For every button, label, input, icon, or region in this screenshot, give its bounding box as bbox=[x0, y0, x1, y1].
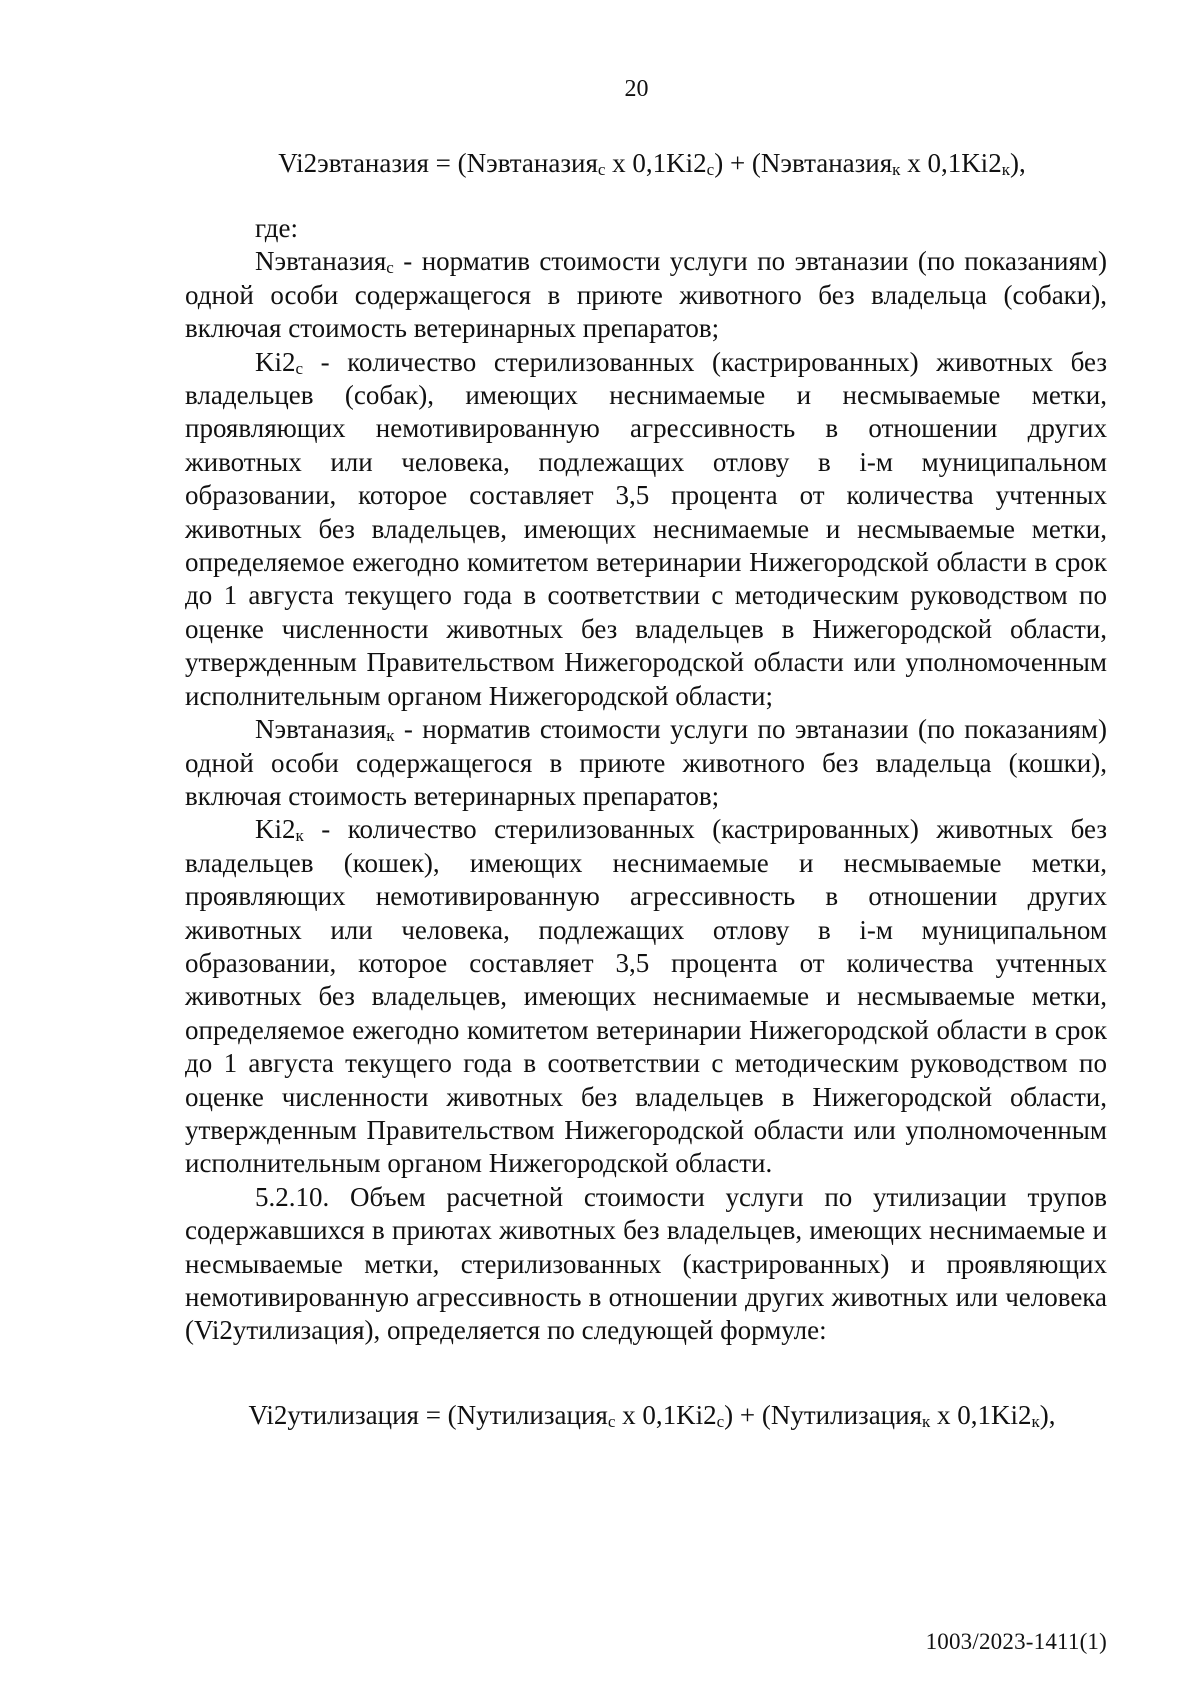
definition-text: - норматив стоимости услуги по эвтаназии (по показаниям) одной особи содержащегося в приюте животного без владельца (кошки), включая стоимость ветеринарных препаратов; bbox=[185, 714, 1107, 811]
definition-text: - количество стерилизованных (кастрированных) животных без владельцев (собак), имеющих неснимаемые и несмываемые метки, проявляющих немотивированную агрессивность в отношении других животных или человека, подлежащих отлову в i-м муниципальном образовании, которое составляет 3,5 процента от количества учтенных животных без владельцев, имеющих неснимаемые и несмываемые метки, определяемое ежегодно комитетом ветеринарии Нижегородской области в срок до 1 августа текущего года в соответствии с методическим руководством по оценке численности животных без владельцев в Нижегородской области, утвержденным Правительством Нижегородской области или уполномоченным исполнительным органом Нижегородской области; bbox=[185, 346, 1107, 711]
formula-part: х 0,1Ki2 bbox=[930, 1400, 1032, 1430]
term-subscript: с bbox=[295, 358, 304, 378]
definition-n-euthanasia-dogs bbox=[185, 245, 1107, 345]
definition-text: - количество стерилизованных (кастрированных) животных без владельцев (кошек), имеющих неснимаемые и несмываемые метки, проявляющих немотивированную агрессивность в отношении других животных или человека, подлежащих отлову в i-м муниципальном образовании, которое составляет 3,5 процента от количества учтенных животных без владельцев, имеющих неснимаемые и несмываемые метки, определяемое ежегодно комитетом ветеринарии Нижегородской области в срок до 1 августа текущего года в соответствии с методическим руководством по оценке численности животных без владельцев в Нижегородской области, утвержденным Правительством Нижегородской области или уполномоченным исполнительным органом Нижегородской области. bbox=[185, 814, 1107, 1179]
formula-subscript: к bbox=[1001, 160, 1010, 179]
formula-subscript: к bbox=[922, 1412, 931, 1431]
formula-subscript: с bbox=[607, 1412, 616, 1431]
term-subscript: к bbox=[386, 726, 395, 746]
formula-part: х 0,1Ki2 bbox=[605, 148, 707, 178]
formula-part: х 0,1Ki2 bbox=[900, 148, 1002, 178]
definition-n-euthanasia-cats bbox=[185, 713, 1107, 813]
formula-part: Vi2утилизация = (Nутилизация bbox=[248, 1400, 608, 1430]
term: Nэвтаназия bbox=[255, 246, 387, 277]
term: Ki2 bbox=[255, 346, 296, 377]
formula-part: х 0,1Ki2 bbox=[615, 1400, 717, 1430]
formula-part: ), bbox=[1009, 148, 1026, 178]
formula-part: ) + (Nэвтаназия bbox=[714, 148, 893, 178]
where-label: где: bbox=[255, 213, 298, 243]
term-subscript: к bbox=[295, 826, 304, 846]
formula-part: ), bbox=[1039, 1400, 1056, 1430]
formula-part: ) + (Nутилизация bbox=[724, 1400, 923, 1430]
document-code: 1003/2023-1411(1) bbox=[925, 1629, 1107, 1654]
formula-subscript: с bbox=[706, 160, 715, 179]
formula-subscript: к bbox=[892, 160, 901, 179]
definition-ki2-dogs bbox=[185, 346, 1107, 713]
page-number: 20 bbox=[624, 76, 649, 102]
formula-disposal bbox=[0, 1398, 1200, 1432]
definition-ki2-cats bbox=[185, 813, 1107, 1180]
definition-text: - норматив стоимости услуги по эвтаназии (по показаниям) одной особи содержащегося в приюте животного без владельца (собаки), включая стоимость ветеринарных препаратов; bbox=[185, 246, 1107, 344]
formula-subscript: к bbox=[1031, 1412, 1040, 1431]
formula-part: Vi2эвтаназия = (Nэвтаназия bbox=[278, 148, 598, 178]
formula-euthanasia bbox=[0, 146, 1200, 180]
body-text bbox=[185, 212, 1107, 1348]
formula-subscript: с bbox=[597, 160, 606, 179]
term: Ki2 bbox=[255, 814, 296, 845]
term-subscript: с bbox=[386, 258, 394, 278]
clause-5-2-10: 5.2.10. Объем расчетной стоимости услуги по утилизации трупов содержавшихся в приютах животных без владельцев, имеющих неснимаемые и несмываемые метки, стерилизованных (кастрированных) и проявляющих немотивированную агрессивность в отношении других животных или человека (Vi2утилизация), определяется по следующей формуле: bbox=[185, 1181, 1107, 1346]
formula-subscript: с bbox=[716, 1412, 725, 1431]
term: Nэвтаназия bbox=[255, 714, 387, 745]
